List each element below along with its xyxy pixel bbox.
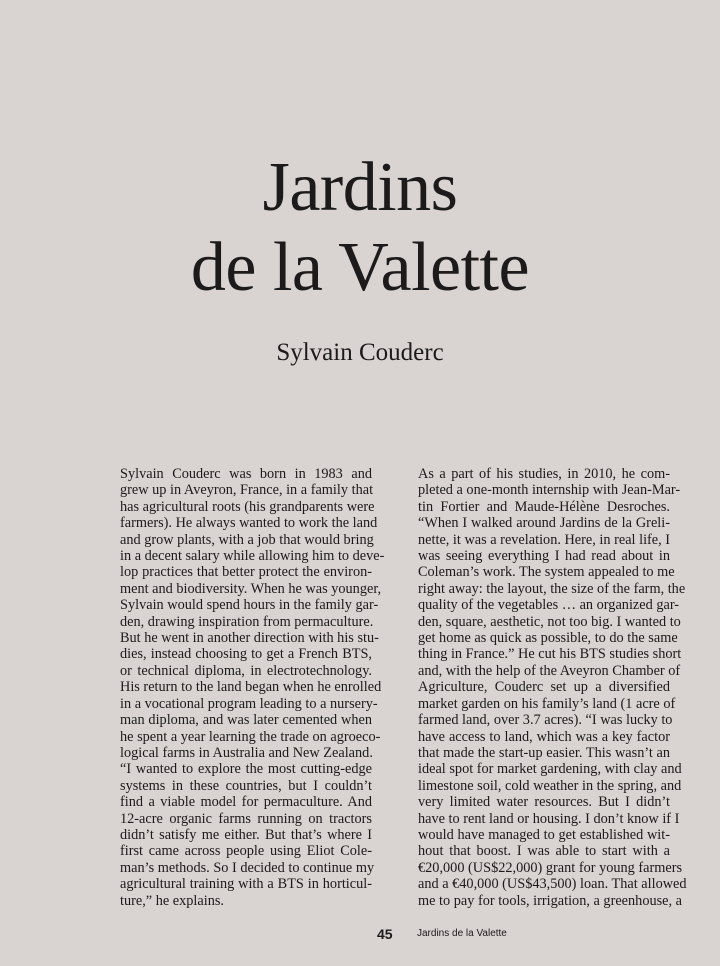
- text-line: quality of the vegetables … an organized gar-: [418, 597, 680, 614]
- text-line: me to pay for tools, irrigation, a greenhouse, a: [418, 892, 683, 909]
- author-name: Sylvain Couderc: [276, 339, 444, 366]
- text-line: “I wanted to explore the most cutting-edge: [120, 761, 372, 778]
- text-line: lop practices that better protect the environ-: [120, 564, 372, 581]
- text-line: thing in France.” He cut his BTS studies short: [418, 646, 682, 663]
- text-line: have access to land, which was a key factor: [418, 728, 670, 745]
- text-line: find a viable model for permaculture. And: [120, 794, 372, 811]
- text-line: ideal spot for market gardening, with clay and: [418, 761, 682, 778]
- text-line: But he went in another direction with his stu-: [120, 630, 379, 647]
- text-line: agricultural training with a BTS in horticul-: [120, 876, 372, 893]
- text-line: or technical diploma, in electrotechnology.: [120, 662, 372, 679]
- title-line-1: Jardins: [262, 149, 458, 226]
- running-title: Jardins de la Valette: [417, 928, 507, 939]
- text-line: logical farms in Australia and New Zealand.: [120, 744, 373, 761]
- text-line: ture,” he explains.: [120, 892, 225, 909]
- text-line: and grow plants, with a job that would bring: [120, 531, 374, 548]
- text-line: man diploma, and was later cemented when: [120, 712, 372, 729]
- text-line: very limited water resources. But I didn’t: [418, 794, 670, 811]
- text-line: “When I walked around Jardins de la Greli-: [418, 515, 670, 532]
- text-line: hout that boost. I was able to start with a: [418, 843, 670, 860]
- text-line: Agriculture, Couderc set up a diversified: [418, 679, 670, 696]
- text-line: right away: the layout, the size of the farm, the: [418, 580, 686, 597]
- right-text-column: [400, 466, 687, 909]
- text-line: and a €40,000 (US$43,500) loan. That allowed: [418, 876, 687, 893]
- text-line: in a decent salary while allowing him to deve-: [120, 548, 385, 565]
- text-line: and, with the help of the Aveyron Chamber of: [418, 662, 681, 679]
- text-line: that made the start-up easier. This wasn’t an: [418, 744, 670, 761]
- text-line: has agricultural roots (his grandparents were: [120, 498, 375, 515]
- text-line: market garden on his family’s land (1 acre of: [418, 695, 676, 712]
- text-line: Sylvain Couderc was born in 1983 and: [120, 466, 372, 482]
- left-text-column: [102, 466, 385, 909]
- text-line: didn’t satisfy me either. But that’s where I: [120, 826, 372, 843]
- text-line: 12-acre organic farms running on tractors: [120, 810, 372, 827]
- text-line: he spent a year learning the trade on agroeco-: [120, 728, 381, 745]
- text-line: Coleman’s work. The system appealed to me: [418, 564, 675, 581]
- text-line: Sylvain would spend hours in the family gar-: [120, 597, 379, 614]
- text-line: As a part of his studies, in 2010, he com-: [418, 466, 670, 482]
- text-line: first came across people using Eliot Cole-: [120, 843, 372, 860]
- text-line: in a vocational program leading to a nursery-: [120, 695, 378, 712]
- text-line: man’s methods. So I decided to continue my: [120, 859, 375, 876]
- text-line: limestone soil, cold weather in the spring, and: [418, 777, 682, 794]
- text-line: ment and biodiversity. When he was younger,: [120, 580, 382, 597]
- text-line: €20,000 (US$22,000) grant for young farmers: [418, 859, 683, 876]
- text-line: pleted a one-month internship with Jean-Mar-: [418, 482, 681, 499]
- text-line: His return to the land began when he enrolled: [120, 679, 382, 696]
- text-line: den, drawing inspiration from permaculture.: [120, 613, 374, 630]
- text-line: dies, instead choosing to get a French BTS,: [120, 646, 372, 663]
- text-line: farmed land, over 3.7 acres). “I was lucky to: [418, 712, 673, 729]
- text-line: nette, it was a revelation. Here, in real life, I: [418, 531, 671, 548]
- title-line-2: de la Valette: [190, 229, 530, 306]
- page-title: [0, 148, 720, 308]
- text-line: den, square, aesthetic, not too big. I wanted to: [418, 613, 681, 630]
- text-line: would have managed to get established wit-: [418, 826, 670, 843]
- text-line: tin Fortier and Maude-Hélène Desroches.: [418, 498, 670, 515]
- page-number: 45: [377, 926, 393, 942]
- text-line: grew up in Aveyron, France, in a family that: [120, 482, 374, 499]
- text-line: systems in these countries, but I couldn’t: [120, 777, 372, 794]
- text-line: get home as quick as possible, to do the same: [418, 630, 678, 647]
- page-footer: [0, 926, 720, 946]
- text-line: have to rent land or housing. I don’t know if I: [418, 810, 680, 827]
- text-line: farmers). He always wanted to work the land: [120, 515, 378, 532]
- left-paragraph: [102, 466, 385, 909]
- right-paragraph: [400, 466, 687, 909]
- text-line: was seeing everything I had read about in: [418, 548, 670, 565]
